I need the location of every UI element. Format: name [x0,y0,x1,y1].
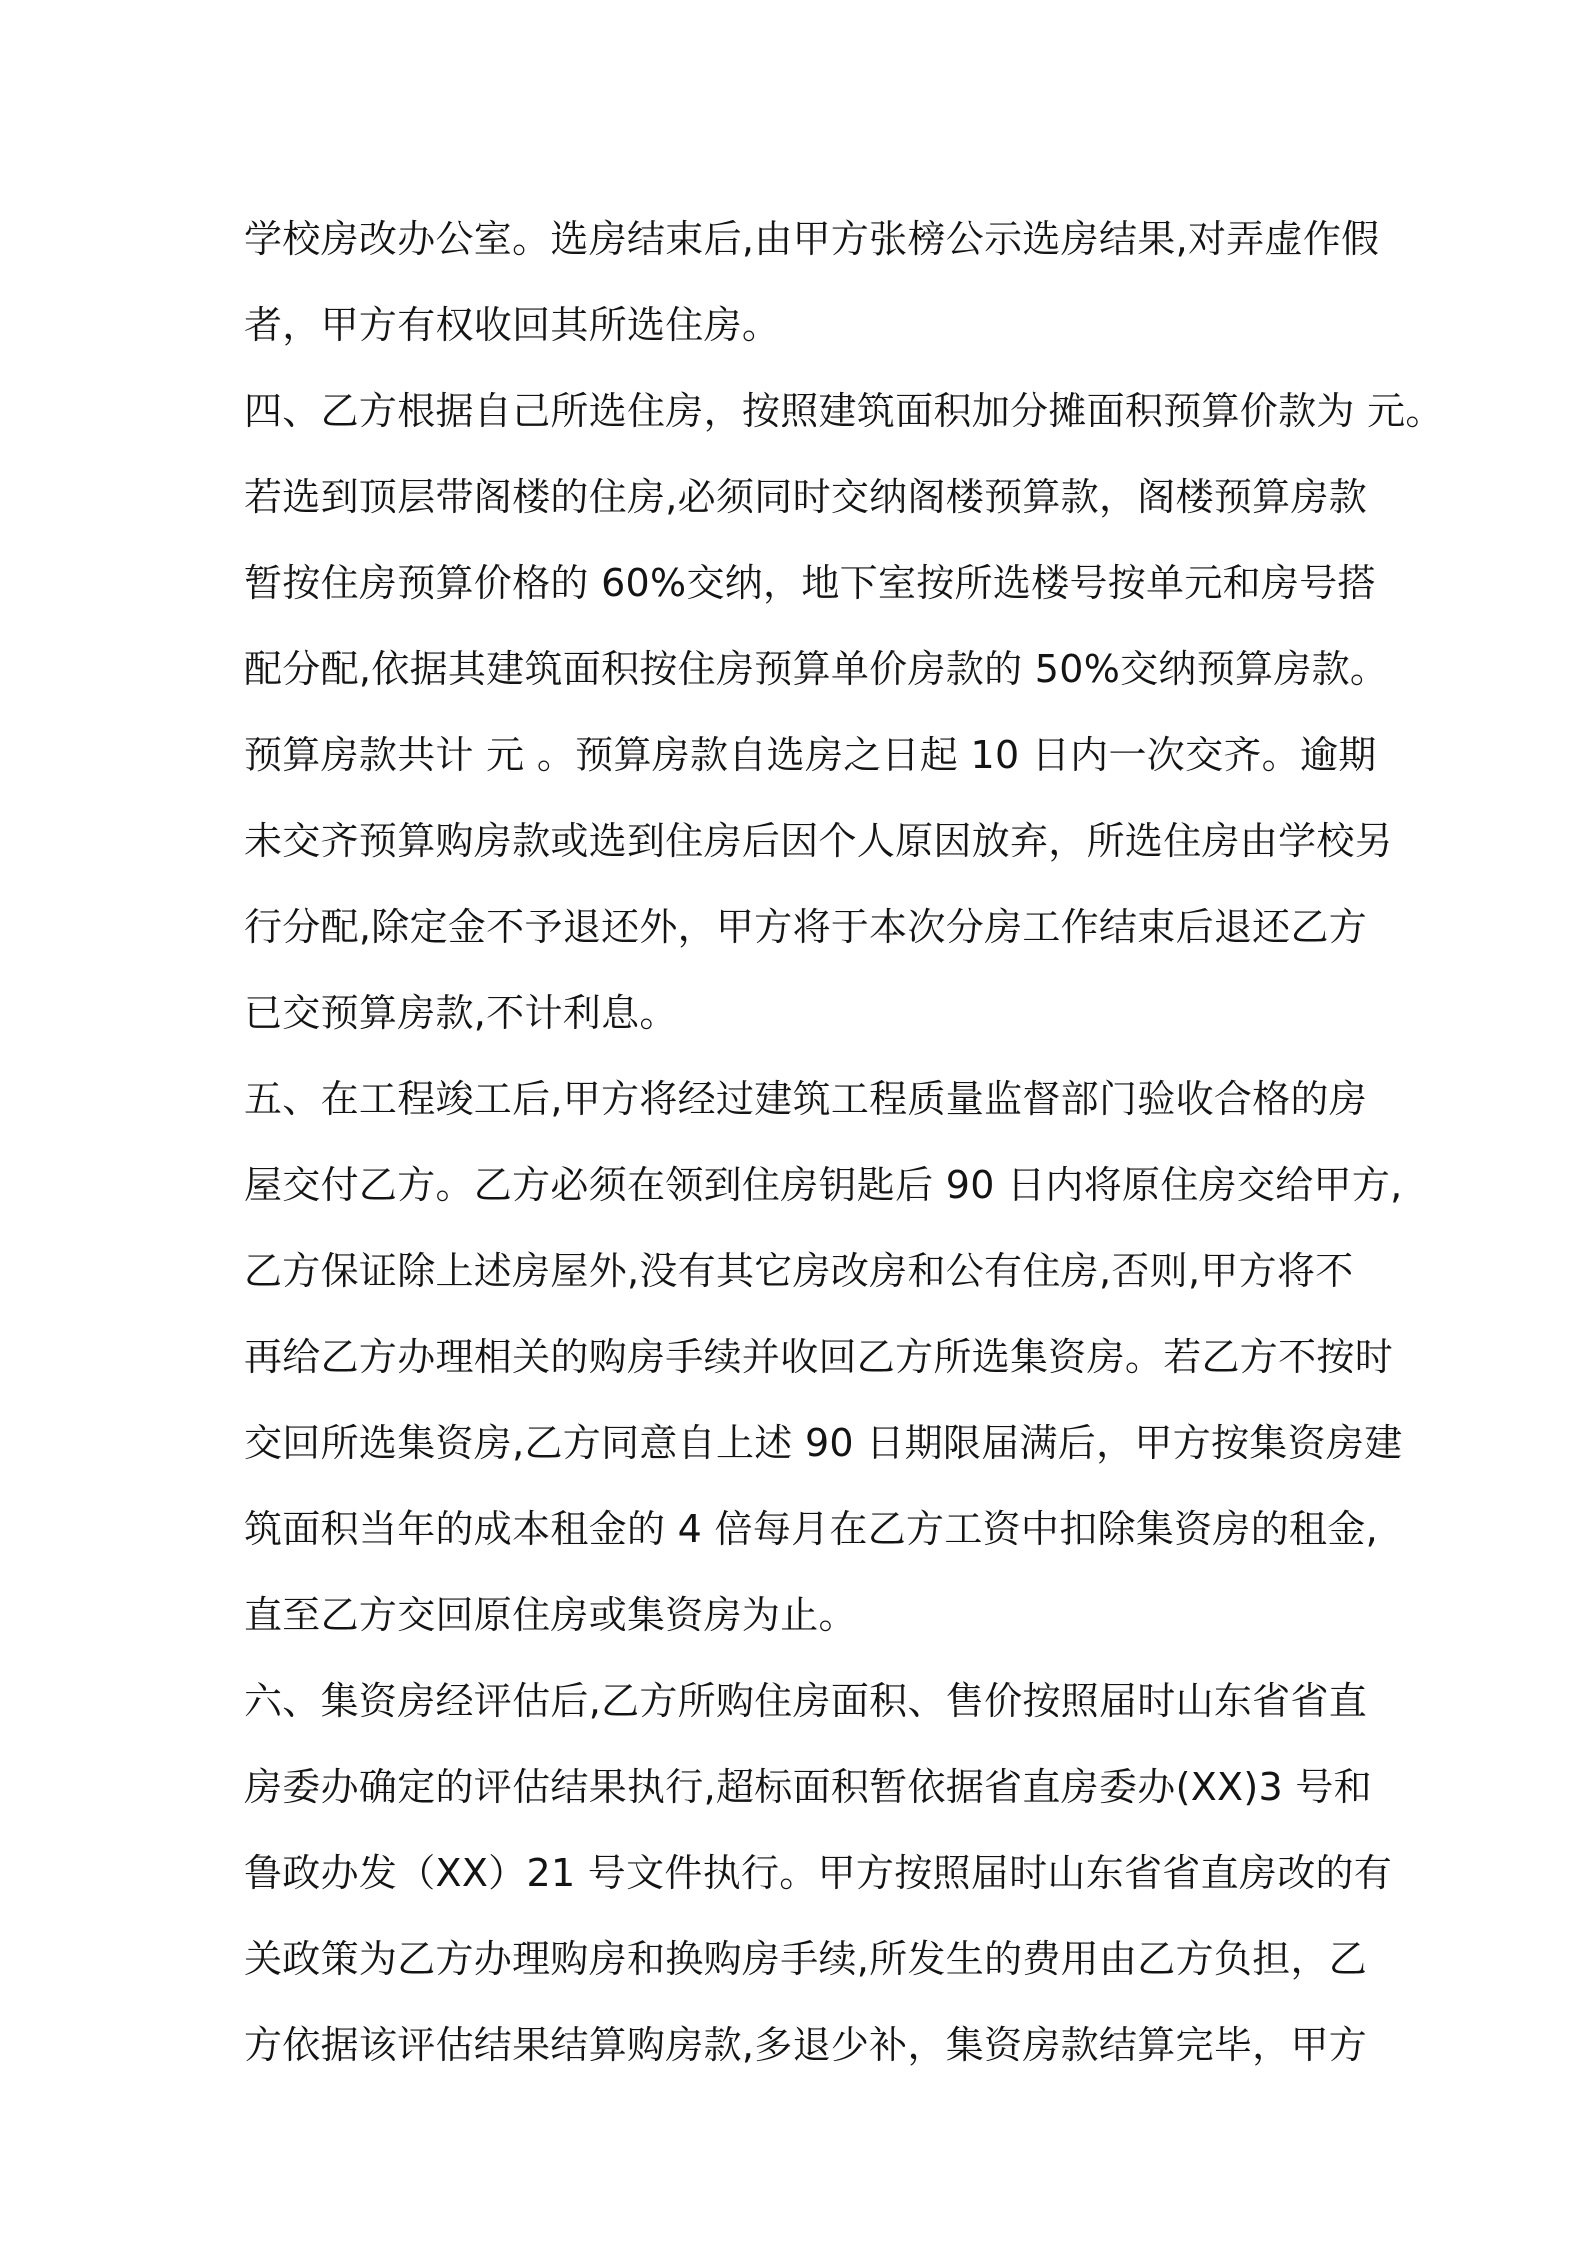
text-line: 已交预算房款,不计利息。 [244,991,678,1035]
text-line: 未交齐预算购房款或选到住房后因个人原因放弃，所选住房由学校另 [244,819,1394,863]
text-line: 配分配,依据其建筑面积按住房预算单价房款的 50%交纳预算房款。 [244,647,1389,691]
text-line: 四、乙方根据自己所选住房，按照建筑面积加分摊面积预算价款为 元。 [244,389,1444,433]
text-line: 者，甲方有权收回其所选住房。 [244,303,781,347]
text-line: 行分配,除定金不予退还外，甲方将于本次分房工作结束后退还乙方 [244,905,1368,949]
text-line: 乙方保证除上述房屋外,没有其它房改房和公有住房,否则,甲方将不 [244,1249,1354,1293]
text-line: 房委办确定的评估结果执行,超标面积暂依据省直房委办(XX)3 号和 [244,1765,1372,1809]
text-line: 暂按住房预算价格的 60%交纳，地下室按所选楼号按单元和房号搭 [244,561,1376,605]
text-line: 鲁政办发（XX）21 号文件执行。甲方按照届时山东省省直房改的有 [244,1851,1393,1895]
text-line: 学校房改办公室。选房结束后,由甲方张榜公示选房结果,对弄虚作假 [244,217,1380,261]
text-line: 屋交付乙方。乙方必须在领到住房钥匙后 90 日内将原住房交给甲方, [244,1163,1403,1207]
text-line: 六、集资房经评估后,乙方所购住房面积、售价按照届时山东省省直 [244,1679,1368,1723]
text-line: 方依据该评估结果结算购房款,多退少补，集资房款结算完毕，甲方 [244,2023,1368,2067]
text-line: 直至乙方交回原住房或集资房为止。 [244,1593,857,1637]
text-line: 关政策为乙方办理购房和换购房手续,所发生的费用由乙方负担，乙 [244,1937,1368,1981]
text-line: 若选到顶层带阁楼的住房,必须同时交纳阁楼预算款，阁楼预算房款 [244,475,1368,519]
text-line: 预算房款共计 元 。预算房款自选房之日起 10 日内一次交齐。逾期 [244,733,1377,777]
document-body [244,196,1444,2088]
text-line: 再给乙方办理相关的购房手续并收回乙方所选集资房。若乙方不按时 [244,1335,1394,1379]
text-line: 交回所选集资房,乙方同意自上述 90 日期限届满后，甲方按集资房建 [244,1421,1403,1465]
text-line: 筑面积当年的成本租金的 4 倍每月在乙方工资中扣除集资房的租金, [244,1507,1379,1551]
text-line: 五、在工程竣工后,甲方将经过建筑工程质量监督部门验收合格的房 [244,1077,1368,1121]
